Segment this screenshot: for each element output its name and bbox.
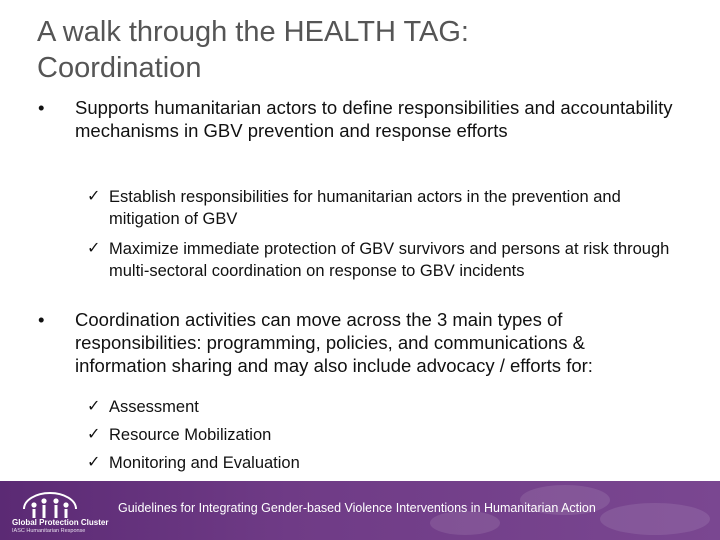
checkmark-icon: ✓ <box>87 398 101 415</box>
slide-title-line1: A walk through the HEALTH TAG: <box>37 16 469 48</box>
check-item-2-3 <box>87 452 687 474</box>
check-text: Monitoring and Evaluation <box>109 454 300 472</box>
bullet-text: Supports humanitarian actors to define responsibilities and accountability mechanisms in GBV prevention and response efforts <box>75 97 673 141</box>
checkmark-icon: ✓ <box>87 188 101 205</box>
check-item-1-1 <box>87 186 687 230</box>
check-item-1-2 <box>87 238 687 282</box>
check-text: Resource Mobilization <box>109 426 272 444</box>
footer-bar <box>0 481 720 540</box>
check-text: Establish responsibilities for humanitarian actors in the prevention and mitigation of GBV <box>109 188 621 228</box>
check-text: Maximize immediate protection of GBV survivors and persons at risk through multi-sectoral coordination on response to GBV incidents <box>109 240 670 280</box>
checkmark-icon: ✓ <box>87 426 101 443</box>
check-text: Assessment <box>109 398 199 416</box>
footer-text: Guidelines for Integrating Gender-based Violence Interventions in Humanitarian Action <box>118 501 596 515</box>
bullet-dot-icon: • <box>38 309 45 330</box>
logo-subtitle: IASC Humanitarian Response <box>12 528 86 534</box>
check-item-2-2 <box>87 424 687 446</box>
slide-title <box>37 14 677 86</box>
bullet-text: Coordination activities can move across the 3 main types of responsibilities: programming, policies, and communications & information sharing and may also include advocacy / efforts for: <box>75 309 593 376</box>
bullet-dot-icon: • <box>38 97 45 118</box>
check-item-2-1 <box>87 396 687 418</box>
bullet-item-1 <box>38 96 678 142</box>
checkmark-icon: ✓ <box>87 240 101 257</box>
logo-name: Global Protection Cluster <box>12 518 109 527</box>
checkmark-icon: ✓ <box>87 454 101 471</box>
slide-title-line2: Coordination <box>37 52 202 84</box>
bullet-item-2 <box>38 308 678 377</box>
